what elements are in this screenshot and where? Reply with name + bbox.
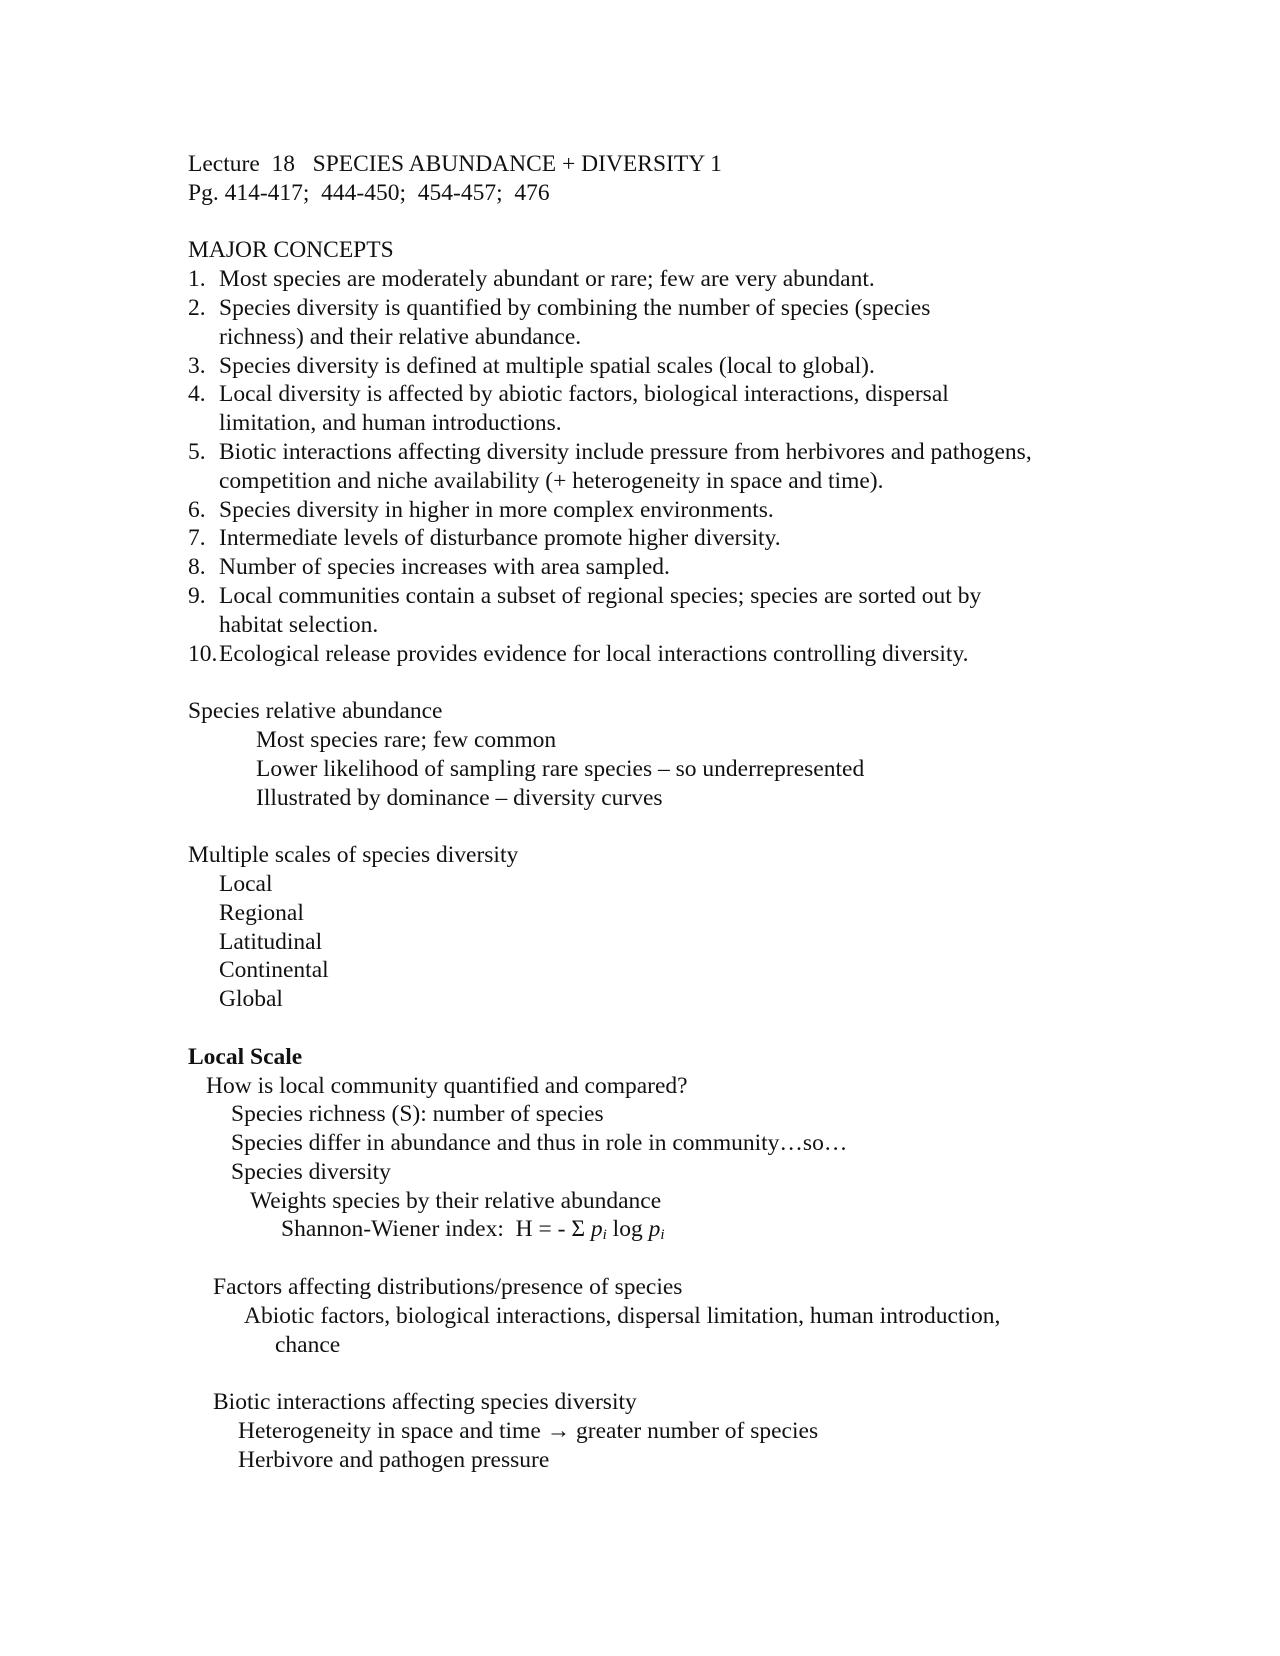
concept-text <box>219 294 1188 352</box>
concept-item <box>188 265 1188 294</box>
concept-text <box>219 524 1188 553</box>
formula-prefix: Shannon-Wiener index: H = - Σ <box>281 1216 591 1243</box>
biotic-item: Heterogeneity in space and time → greater number of species <box>238 1418 819 1445</box>
spacer <box>188 1014 1188 1043</box>
weights-line: Weights species by their relative abundance <box>250 1187 662 1214</box>
scales-heading: Multiple scales of species diversity <box>188 842 519 869</box>
concept-item <box>188 380 1188 438</box>
factors-line-continued: chance <box>275 1331 341 1358</box>
species-richness-line: Species richness (S): number of species <box>231 1101 604 1128</box>
concept-number: 6. <box>188 496 206 523</box>
major-concepts-list <box>188 265 1188 668</box>
local-scale-heading-text: Local Scale <box>188 1043 303 1070</box>
spacer <box>188 668 1188 697</box>
factors-heading: Factors affecting distributions/presence of species <box>213 1274 683 1301</box>
concept-item <box>188 524 1188 553</box>
concept-number: 7. <box>188 525 206 552</box>
spacer <box>188 1244 1188 1273</box>
species-differ-line: Species differ in abundance and thus in role in community…so… <box>231 1130 848 1157</box>
concept-item <box>188 294 1188 352</box>
concept-item <box>188 352 1188 381</box>
concept-number: 5. <box>188 438 206 465</box>
concept-text <box>219 352 1188 381</box>
concept-text <box>219 496 1188 525</box>
concept-item <box>188 438 1188 496</box>
concept-number: 2. <box>188 294 206 321</box>
abundance-item: Illustrated by dominance – diversity curves <box>256 784 663 811</box>
scale-item: Regional <box>219 899 304 926</box>
local-scale-heading <box>188 1043 1188 1072</box>
page-references: Pg. 414-417; 444-450; 454-457; 476 <box>188 179 550 206</box>
abundance-item: Most species rare; few common <box>256 726 557 753</box>
concept-text-line: Local communities contain a subset of regional species; species are sorted out by <box>219 582 982 609</box>
scale-item: Local <box>219 870 273 897</box>
formula-p: p <box>648 1216 661 1243</box>
abundance-item: Lower likelihood of sampling rare species – so underrepresented <box>256 755 865 782</box>
local-question: How is local community quantified and compared? <box>206 1072 688 1099</box>
concept-item <box>188 553 1188 582</box>
concept-text-line: Species diversity is quantified by combining the number of species (species <box>219 294 931 321</box>
concept-text <box>219 438 1188 496</box>
document-page <box>188 150 1188 1475</box>
concept-text-line: habitat selection. <box>219 611 379 638</box>
concept-number: 9. <box>188 582 206 609</box>
concept-text-line: limitation, and human introductions. <box>219 410 562 437</box>
concept-number: 4. <box>188 381 206 408</box>
concept-text-line: Species diversity is defined at multiple spatial scales (local to global). <box>219 352 875 379</box>
concept-item <box>188 582 1188 640</box>
concept-item <box>188 640 1188 669</box>
concept-text <box>219 553 1188 582</box>
concept-text-line: Species diversity in higher in more complex environments. <box>219 496 774 523</box>
formula-subscript-i: i <box>660 1227 665 1244</box>
spacer <box>188 1359 1188 1388</box>
concept-number: 8. <box>188 554 206 581</box>
concept-text-line: richness) and their relative abundance. <box>219 323 582 350</box>
spacer <box>188 208 1188 237</box>
major-concepts-heading: MAJOR CONCEPTS <box>188 237 394 264</box>
spacer <box>188 812 1188 841</box>
shannon-wiener-formula <box>188 1215 1188 1244</box>
concept-number: 3. <box>188 352 206 379</box>
concept-item <box>188 496 1188 525</box>
concept-number: 1. <box>188 266 206 293</box>
concept-text <box>219 380 1188 438</box>
formula-p: p <box>590 1216 603 1243</box>
scale-item: Global <box>219 986 283 1013</box>
concept-text <box>219 265 1188 294</box>
concept-text-line: Intermediate levels of disturbance promote higher diversity. <box>219 525 781 552</box>
scale-item: Continental <box>219 957 329 984</box>
concept-text <box>219 582 1188 640</box>
lecture-title: Lecture 18 SPECIES ABUNDANCE + DIVERSITY 1 <box>188 151 722 177</box>
concept-text-line: Ecological release provides evidence for local interactions controlling diversity. <box>219 640 969 667</box>
concept-number: 10. <box>188 640 218 667</box>
concept-text <box>219 640 1188 669</box>
formula-log: log <box>606 1216 649 1243</box>
formula-subscript-i: i <box>602 1227 607 1244</box>
concept-text-line: Local diversity is affected by abiotic factors, biological interactions, dispersal <box>219 381 949 408</box>
factors-line: Abiotic factors, biological interactions, dispersal limitation, human introduction, <box>244 1302 1001 1329</box>
scale-item: Latitudinal <box>219 928 323 955</box>
biotic-interactions-heading: Biotic interactions affecting species diversity <box>213 1389 637 1416</box>
concept-text-line: Most species are moderately abundant or rare; few are very abundant. <box>219 266 875 293</box>
biotic-item: Herbivore and pathogen pressure <box>238 1446 550 1473</box>
relative-abundance-heading: Species relative abundance <box>188 698 443 725</box>
concept-text-line: Biotic interactions affecting diversity include pressure from herbivores and pathogens, <box>219 438 1032 465</box>
concept-text-line: competition and niche availability (+ heterogeneity in space and time). <box>219 467 884 494</box>
species-diversity-line: Species diversity <box>231 1158 391 1185</box>
concept-text-line: Number of species increases with area sampled. <box>219 554 670 581</box>
